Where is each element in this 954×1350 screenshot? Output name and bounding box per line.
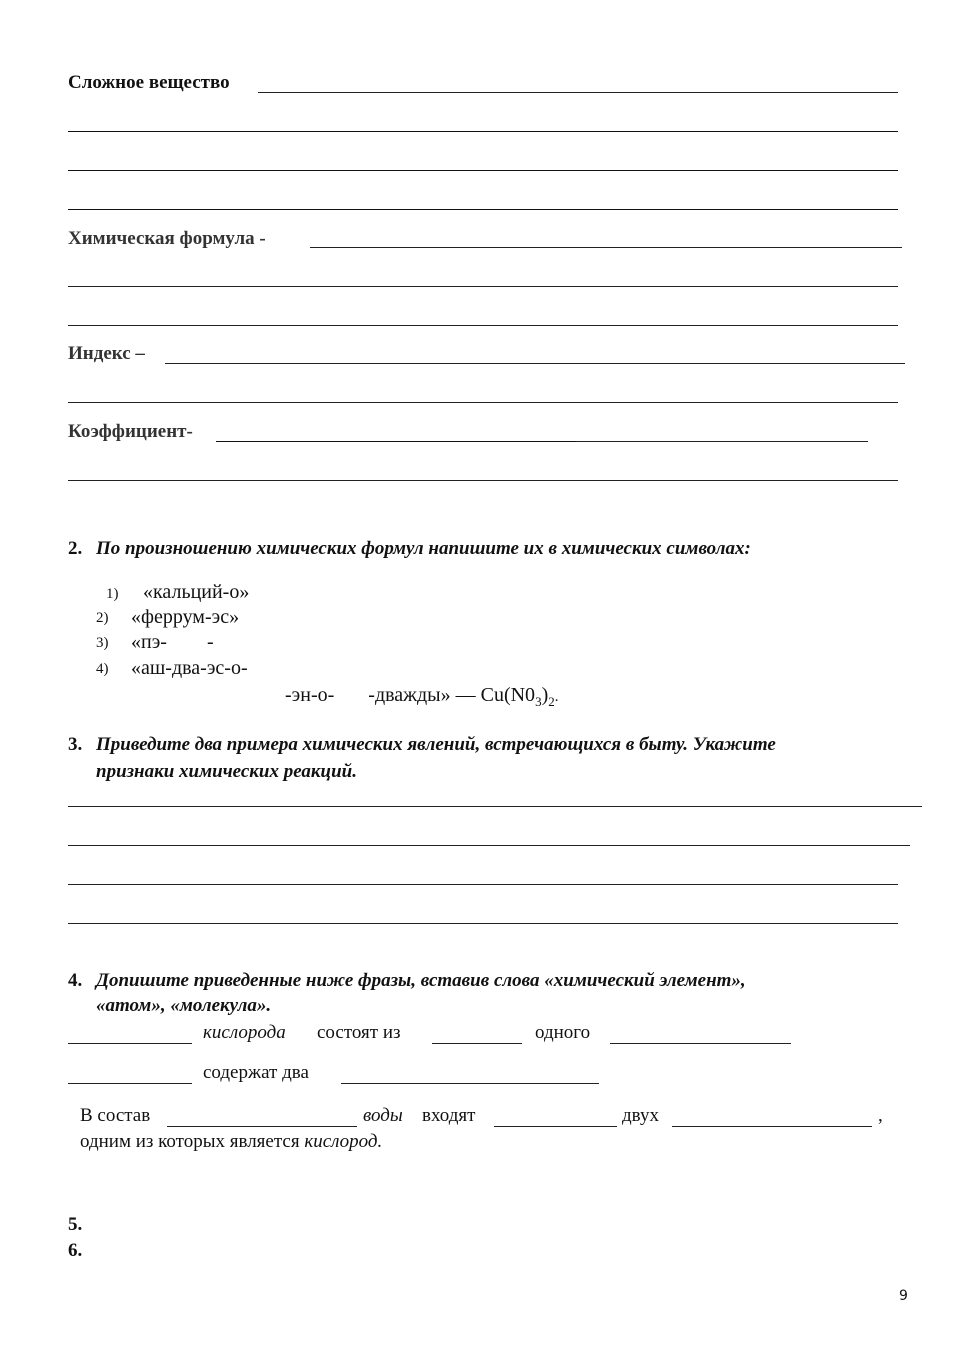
task5-number: 5. xyxy=(68,1214,83,1235)
word-kislorod: кислорода xyxy=(203,1022,286,1043)
answer-line[interactable] xyxy=(165,363,905,364)
index-label: Индекс – xyxy=(68,343,145,364)
answer-line[interactable] xyxy=(576,441,868,442)
page-number: 9 xyxy=(899,1288,908,1304)
word-dvukh: двух xyxy=(622,1105,659,1126)
list-item-number: 3) xyxy=(96,635,109,651)
answer-line[interactable] xyxy=(216,441,576,442)
task2-prompt: По произношению химических формул напишите их в химических символах: xyxy=(96,538,751,559)
answer-line[interactable] xyxy=(68,480,898,481)
sentence-end xyxy=(80,1131,382,1153)
comma: , xyxy=(878,1105,883,1126)
task3-prompt-line2: признаки химических реакций. xyxy=(96,761,357,782)
list-item-number: 1) xyxy=(106,586,119,602)
answer-line[interactable] xyxy=(68,325,898,326)
list-item-text: «пэ- - xyxy=(131,631,214,653)
task3-prompt-line1: Приведите два примера химических явлений, встречающихся в быту. Укажите xyxy=(96,734,776,755)
answer-line[interactable] xyxy=(68,170,898,171)
task4-number: 4. xyxy=(68,970,83,991)
task3-number: 3. xyxy=(68,734,83,755)
blank-line[interactable] xyxy=(167,1126,357,1127)
word-odnogo: одного xyxy=(535,1022,591,1043)
answer-line[interactable] xyxy=(68,131,898,132)
list-item-number: 2) xyxy=(96,610,109,626)
answer-line[interactable] xyxy=(68,209,898,210)
period: . xyxy=(554,689,559,705)
answer-line[interactable] xyxy=(68,923,898,924)
word-vkhodyat: входят xyxy=(422,1105,476,1126)
list-item-text: «кальций-о» xyxy=(143,581,250,603)
blank-line[interactable] xyxy=(68,1083,192,1084)
answer-line[interactable] xyxy=(68,806,922,807)
blank-line[interactable] xyxy=(494,1126,617,1127)
answer-line[interactable] xyxy=(310,247,902,248)
word-soderzhat: содержат два xyxy=(203,1062,309,1083)
chemical-formula-label: Химическая формула - xyxy=(68,228,266,249)
word-sostoyat: состоят из xyxy=(317,1022,401,1043)
continuation-part1: -эн-о- xyxy=(285,684,335,706)
answer-line[interactable] xyxy=(68,845,910,846)
answer-line[interactable] xyxy=(68,286,898,287)
answer-line[interactable] xyxy=(68,884,898,885)
subscript: 2 xyxy=(548,694,555,709)
task6-number: 6. xyxy=(68,1240,83,1261)
subscript: 3 xyxy=(535,694,542,709)
blank-line[interactable] xyxy=(68,1043,192,1044)
continuation-part2: -дважды» — Cu(N0 xyxy=(368,684,536,706)
task4-prompt-line2: «атом», «молекула». xyxy=(96,995,272,1016)
word-odnim: одним из которых является xyxy=(80,1131,305,1152)
answer-line[interactable] xyxy=(68,402,898,403)
list-item-text: «аш-два-эс-о- xyxy=(131,657,248,679)
formula-continuation xyxy=(285,683,558,714)
complex-substance-label: Сложное вещество xyxy=(68,72,230,93)
blank-line[interactable] xyxy=(672,1126,872,1127)
word-kislorod-italic: кислород. xyxy=(304,1131,383,1152)
list-item-text: «феррум-эс» xyxy=(131,606,240,628)
answer-line[interactable] xyxy=(258,92,898,93)
paren-close: ) xyxy=(541,684,549,706)
list-item-number: 4) xyxy=(96,661,109,677)
blank-line[interactable] xyxy=(341,1083,599,1084)
coefficient-label: Коэффициент- xyxy=(68,421,193,442)
task4-prompt-line1: Допишите приведенные ниже фразы, вставив слова «химический элемент», xyxy=(96,970,746,991)
blank-line[interactable] xyxy=(432,1043,522,1044)
blank-line[interactable] xyxy=(610,1043,791,1044)
task2-number: 2. xyxy=(68,538,83,559)
word-vody: воды xyxy=(363,1105,403,1126)
word-v-sostav: В состав xyxy=(80,1105,151,1126)
